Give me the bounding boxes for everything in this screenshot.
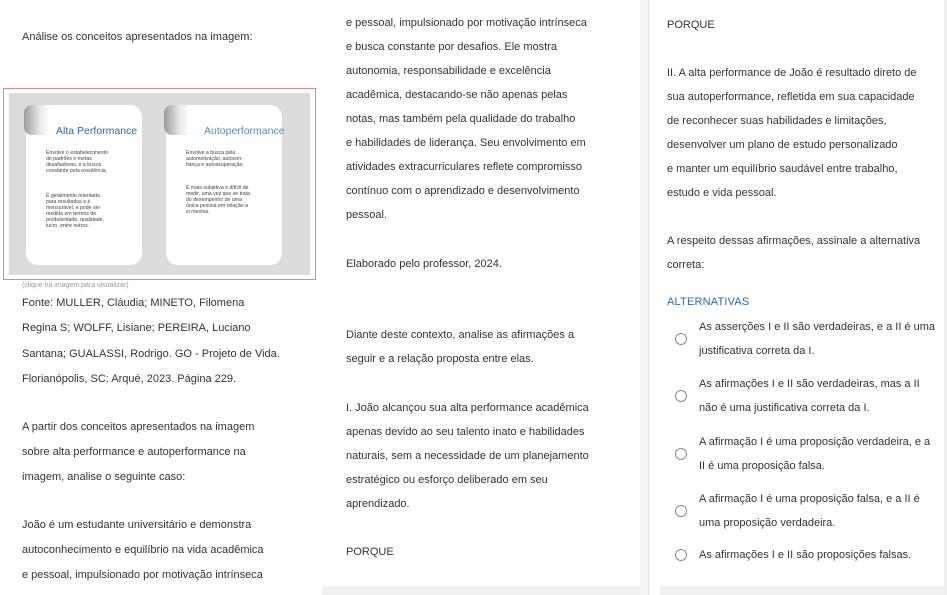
card-title: Autoperformance: [204, 125, 285, 137]
case-line: e busca constante por desafios. Ele mostra: [346, 41, 557, 53]
option-text-line: II é uma proposição falsa.: [699, 460, 825, 472]
case-line: pessoal.: [346, 209, 387, 221]
task-line: sobre alta performance e autoperformance na: [22, 446, 246, 458]
case-line: e pessoal, impulsionado por motivação intrínseca: [346, 17, 587, 29]
card-text-line: do desempenho de uma: [186, 197, 242, 203]
card-text-line: lucro, entre outros.: [46, 223, 90, 229]
source-line: Regina S; WOLFF, Lisiane; PEREIRA, Luciano: [22, 322, 251, 334]
left-column: [0, 0, 322, 595]
option-text-line: As afirmações I e II são proposições falsas.: [699, 549, 912, 561]
radio-button[interactable]: [675, 505, 687, 517]
card-text-line: mensurável, e pode ser: [46, 205, 101, 211]
assertion-two-line: desenvolver um plano de estudo personalizado: [667, 139, 898, 151]
card-text-line: É geralmente orientada: [46, 193, 100, 199]
column-gutter: [640, 0, 648, 595]
assertion-one-line: I. João alcançou sua alta performance acadêmica: [346, 402, 589, 414]
case-line: João é um estudante universitário e demonstra: [22, 519, 252, 531]
case-line: acadêmica, destacando-se não apenas pelas: [346, 89, 568, 101]
concept-image[interactable]: [3, 88, 316, 280]
instruction-line: seguir e a relação proposta entre elas.: [346, 353, 534, 365]
radio-button[interactable]: [675, 448, 687, 460]
case-line: autoconhecimento e equilíbrio na vida acadêmica: [22, 544, 264, 556]
card-text-line: de padrões e metas: [46, 156, 92, 162]
assertion-two-line: estudo e vida pessoal.: [667, 187, 777, 199]
intro-text: Análise os conceitos apresentados na imagem:: [22, 31, 253, 43]
card-text-line: si mesma.: [186, 209, 210, 215]
assertion-one-line: aprendizado.: [346, 498, 410, 510]
credit-text: Elaborado pelo professor, 2024.: [346, 258, 502, 270]
card-text-line: constante pela excelência.: [46, 168, 108, 174]
card-text-line: É mais subjetiva e difícil de: [186, 185, 249, 191]
assertion-two-line: e manter um equilíbrio saudável entre trabalho,: [667, 163, 898, 175]
assertion-two-line: sua autoperformance, refletida em sua capacidade: [667, 91, 915, 103]
case-line: atividades extracurriculares reflete compromisso: [346, 161, 582, 173]
task-line: A partir dos conceitos apresentados na imagem: [22, 421, 255, 433]
option-text-line: As afirmações I e II são verdadeiras, mas a II: [699, 378, 920, 390]
column-bottom-edge: [660, 586, 944, 595]
porque-label: PORQUE: [346, 546, 394, 558]
radio-button[interactable]: [675, 549, 687, 561]
alternatives-title: ALTERNATIVAS: [667, 296, 750, 308]
concept-image-canvas: [9, 93, 310, 275]
card-alta-performance: [26, 105, 142, 265]
column-bottom-edge: [322, 586, 640, 595]
option-text-line: A afirmação I é uma proposição verdadeira, e a: [699, 436, 931, 448]
source-line: Fonte: MULLER, Cláudia; MINETO, Filomena: [22, 297, 245, 309]
card-title: Alta Performance: [56, 125, 138, 137]
card-tab-decoration: [24, 105, 50, 135]
card-text-line: para resultados e é: [46, 199, 91, 205]
image-caption[interactable]: (clique na imagem para visualizar): [22, 282, 129, 289]
assertion-one-line: naturais, sem a necessidade de um planejamento: [346, 450, 589, 462]
option-a[interactable]: [649, 320, 947, 360]
option-text-line: As asserções I e II são verdadeiras, e a II é uma: [699, 321, 936, 333]
instruction-line: Diante deste contexto, analise as afirmações a: [346, 329, 575, 341]
option-e[interactable]: [649, 548, 947, 588]
card-text-line: automotivação, autocon-: [186, 156, 243, 162]
source-line: Santana; GUALASSI, Rodrigo. GO - Projeto de Vida.: [22, 348, 280, 360]
assertion-one-line: apenas devido ao seu talento inato e habilidades: [346, 426, 585, 438]
card-autoperformance: [166, 105, 285, 265]
card-tab-decoration: [164, 105, 190, 135]
card-text-line: produtividade, qualidade,: [46, 217, 104, 223]
option-text-line: A afirmação I é uma proposição falsa, e a II é: [699, 493, 920, 505]
question-line: A respeito dessas afirmações, assinale a alternativa: [667, 235, 921, 247]
option-text-line: não é uma justificativa correta da I.: [699, 402, 870, 414]
card-text-line: única pessoa em relação a: [186, 203, 248, 209]
card-text-line: desafiadoras, e a busca: [46, 162, 102, 168]
source-line: Florianópolis, SC: Arqué, 2023. Página 229.: [22, 373, 237, 385]
option-d[interactable]: [649, 492, 947, 532]
option-text-line: uma proposição verdadeira.: [699, 517, 836, 529]
question-line: correta:: [667, 259, 705, 271]
option-c[interactable]: [649, 435, 947, 475]
radio-button[interactable]: [675, 390, 687, 402]
option-text-line: justificativa correta da I.: [699, 345, 815, 357]
right-column: [648, 0, 947, 595]
case-line: e habilidades de liderança. Seu envolvimento em: [346, 137, 586, 149]
task-line: imagem, analise o seguinte caso:: [22, 471, 186, 483]
case-line: e pessoal, impulsionado por motivação intrínseca: [22, 569, 263, 581]
radio-button[interactable]: [675, 333, 687, 345]
porque-label: PORQUE: [667, 19, 715, 31]
card-text-line: medida em termos de: [46, 211, 97, 217]
case-line: contínuo com o aprendizado e desenvolvimento: [346, 185, 580, 197]
option-b[interactable]: [649, 377, 947, 417]
card-text-line: Envolve o estabelecimento: [46, 150, 108, 156]
middle-column: [322, 0, 640, 595]
assertion-one-line: estratégico ou esforço deliberado em seu: [346, 474, 548, 486]
assertion-two-line: II. A alta performance de João é resultado direto de: [667, 67, 917, 79]
assertion-two-line: de reconhecer suas habilidades e limitações,: [667, 115, 887, 127]
case-line: notas, mas também pela qualidade do trabalho: [346, 113, 576, 125]
card-text-line: medir, uma vez que se trata: [186, 191, 251, 197]
card-text-line: fiança e autossuperação.: [186, 162, 244, 168]
case-line: autonomia, responsabilidade e excelência: [346, 65, 551, 77]
card-text-line: Envolve a busca pela: [186, 150, 236, 156]
